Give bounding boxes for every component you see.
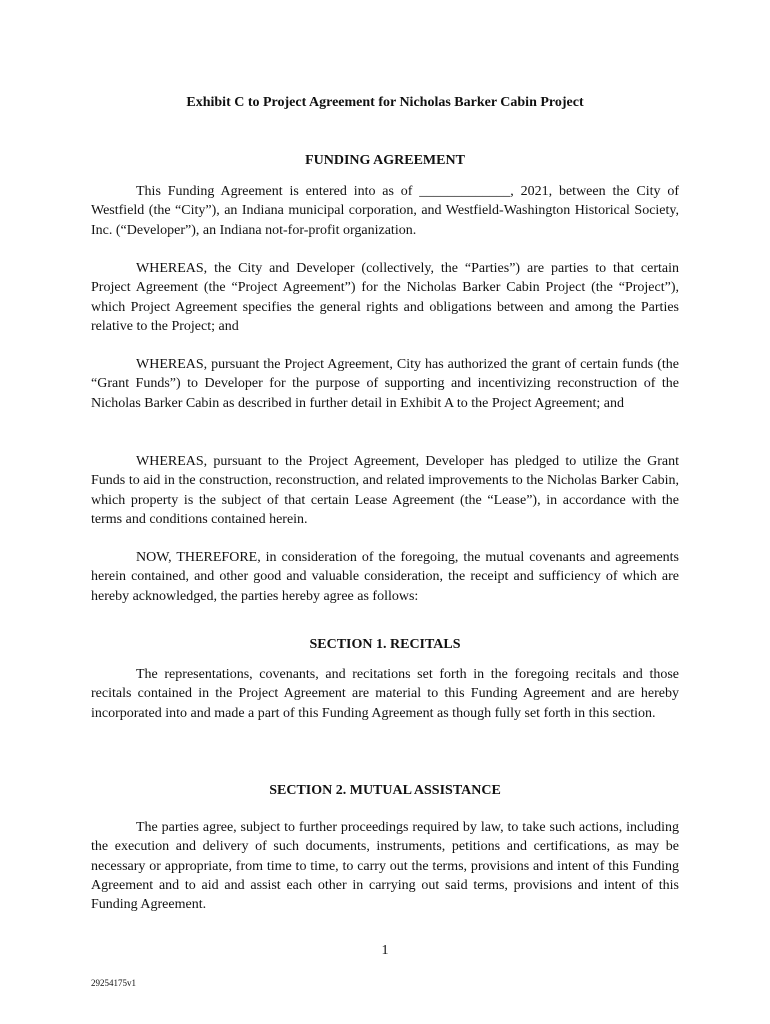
intro-paragraph: This Funding Agreement is entered into as of _____________, 2021, between the City of Westfield (the “City”), an Indiana municipal corporation, and Westfield-Washington Historical Society, Inc. (“Developer”), an Indiana not-for-profit organization. — [91, 184, 679, 238]
recital-paragraph-grant-funds: WHEREAS, pursuant the Project Agreement, City has authorized the grant of certain funds (the “Grant Funds”) to Developer for the purpose of supporting and incentivizing reconstruction of the Nicholas Barker Cabin as described in further detail in Exhibit A to the Project Agreement; and — [91, 357, 679, 411]
now-therefore-paragraph: NOW, THEREFORE, in consideration of the foregoing, the mutual covenants and agreements herein contained, and other good and valuable consideration, the receipt and sufficiency of which are hereby acknowledged, the parties hereby agree as follows: — [91, 550, 679, 604]
section-2-heading: SECTION 2. MUTUAL ASSISTANCE — [269, 783, 501, 798]
page-number: 1 — [381, 943, 389, 958]
section-1-heading: SECTION 1. RECITALS — [309, 637, 461, 652]
recital-paragraph-parties: WHEREAS, the City and Developer (collectively, the “Parties”) are parties to that certain Project Agreement (the “Project Agreement”) for the Nicholas Barker Cabin Project (the “Project”), which Project Agreement specifies the general rights and obligations between and among the Parties relative to the Project; and — [91, 261, 679, 334]
exhibit-title: Exhibit C to Project Agreement for Nicholas Barker Cabin Project — [186, 95, 584, 110]
agreement-title: FUNDING AGREEMENT — [305, 153, 465, 168]
document-id: 29254175v1 — [91, 978, 136, 988]
section-1-body: The representations, covenants, and recitations set forth in the foregoing recitals and those recitals contained in the Project Agreement are material to this Funding Agreement and are hereby incorporated into and made a part of this Funding Agreement as though fully set forth in this section. — [91, 667, 679, 721]
section-2-body: The parties agree, subject to further proceedings required by law, to take such actions, including the execution and delivery of such documents, instruments, petitions and certifications, as may be necessary or appropriate, from time to time, to carry out the terms, provisions and intent of this Funding Agreement and to aid and assist each other in carrying out said terms, provisions and intent of this Funding Agreement. — [91, 820, 679, 913]
recital-paragraph-pledge: WHEREAS, pursuant to the Project Agreement, Developer has pledged to utilize the Grant Funds to aid in the construction, reconstruction, and related improvements to the Nicholas Barker Cabin, which property is the subject of that certain Lease Agreement (the “Lease”), in accordance with the terms and conditions contained herein. — [91, 454, 679, 527]
